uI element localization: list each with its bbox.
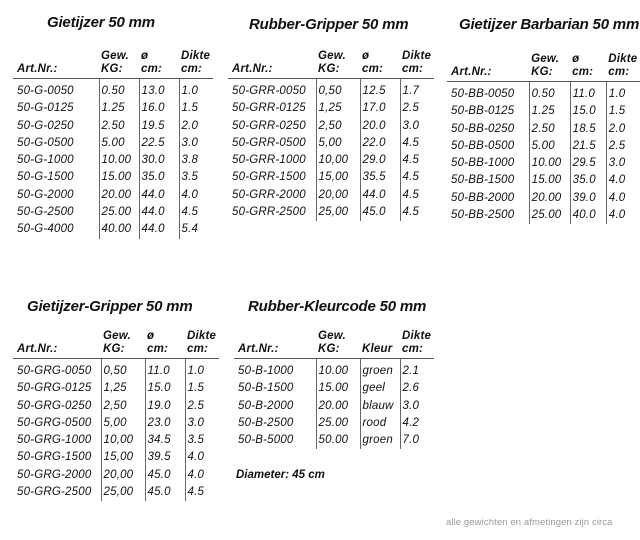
table-cell: 3.0	[185, 415, 219, 432]
table-cell: 10,00	[316, 152, 360, 169]
table-cell: 1.7	[400, 79, 434, 101]
header-row	[228, 50, 434, 79]
column-header: Gew. KG:	[101, 330, 145, 359]
table-row	[13, 359, 219, 381]
article-number: 50-BB-0125	[451, 105, 515, 118]
table-cell: 0.50	[99, 79, 139, 101]
table-cell: 5.00	[529, 138, 570, 155]
table-cell: 11.0	[145, 359, 185, 381]
table-row	[13, 484, 219, 501]
table-cell: 20.00	[99, 187, 139, 204]
table-cell: 20,00	[101, 467, 145, 484]
table-cell: 1.25	[529, 103, 570, 120]
article-number: 50-GRR-2000	[232, 188, 306, 201]
spec-table-gietijzer	[13, 50, 213, 239]
table-row	[13, 187, 213, 204]
article-number: 50-G-1000	[17, 154, 74, 167]
article-number: 50-GRG-0050	[17, 365, 92, 377]
column-header: Gew. KG:	[529, 53, 570, 82]
table-cell: 2.50	[529, 121, 570, 138]
table-row	[228, 204, 434, 221]
column-header: ø cm:	[139, 50, 179, 79]
table-row	[13, 415, 219, 432]
table-row	[447, 121, 640, 138]
table-row	[228, 169, 434, 186]
article-number: 50-G-0500	[17, 136, 74, 149]
table-cell: 44.0	[139, 187, 179, 204]
table-cell: 12.5	[360, 79, 400, 101]
table-cell: 5,00	[316, 135, 360, 152]
header-row	[13, 50, 213, 79]
table-cell: 17.0	[360, 100, 400, 117]
table-cell: 44.0	[139, 204, 179, 221]
table-cell: 25,00	[101, 484, 145, 501]
table-cell: 15,00	[101, 449, 145, 466]
header-row	[447, 53, 640, 82]
article-number: 50-B-1500	[238, 382, 294, 395]
table-cell: 1,25	[101, 380, 145, 397]
table-cell: 40.0	[570, 207, 606, 224]
article-number: 50-GRR-0125	[232, 102, 306, 115]
table-cell: 2.5	[400, 100, 434, 117]
spec-table-rubber-gripper	[228, 50, 434, 221]
article-number: 50-G-0050	[17, 85, 74, 97]
table-row	[13, 135, 213, 152]
table-cell: 3.0	[400, 118, 434, 135]
table-cell: 44.0	[139, 221, 179, 238]
table-cell: 29.5	[570, 155, 606, 172]
table-cell: 2.50	[99, 118, 139, 135]
table-cell: 1.5	[179, 100, 213, 117]
table-cell: 35.0	[570, 172, 606, 189]
article-number: 50-GRG-2000	[17, 468, 92, 481]
table-cell: 40.00	[99, 221, 139, 238]
table-cell: 4.5	[400, 169, 434, 186]
table-cell: 4.5	[185, 484, 219, 501]
table-cell: 10.00	[316, 359, 360, 381]
table-cell: 23.0	[145, 415, 185, 432]
table-cell: 4.0	[606, 190, 640, 207]
column-header: Gew. KG:	[316, 50, 360, 79]
article-number: 50-B-2500	[238, 416, 294, 429]
table-cell: 10.00	[99, 152, 139, 169]
table-row	[234, 432, 434, 449]
table-cell: 15.00	[529, 172, 570, 189]
table-cell: 4.0	[185, 467, 219, 484]
table-row	[447, 190, 640, 207]
article-number: 50-BB-2000	[451, 191, 515, 204]
table-title-barbarian: Gietijzer Barbarian 50 mm	[459, 16, 640, 33]
article-number: 50-GRG-0250	[17, 399, 92, 412]
table-cell: 2,50	[101, 398, 145, 415]
table-row	[13, 221, 213, 238]
table-cell: 10,00	[101, 432, 145, 449]
table-cell: 2,50	[316, 118, 360, 135]
table-row	[13, 398, 219, 415]
table-cell: 20.00	[316, 398, 360, 415]
article-number: 50-G-2000	[17, 188, 74, 201]
table-row	[13, 204, 213, 221]
table-cell: 15.00	[316, 380, 360, 397]
disclaimer-note: alle gewichten en afmetingen zijn circa	[446, 517, 613, 528]
column-header: ø cm:	[360, 50, 400, 79]
table-cell: 35.0	[139, 169, 179, 186]
table-cell: 4.5	[400, 152, 434, 169]
article-number: 50-GRG-0500	[17, 416, 92, 429]
table-cell: 15.0	[570, 103, 606, 120]
column-header: ø cm:	[145, 330, 185, 359]
column-header: Art.Nr.:	[228, 50, 316, 79]
spec-table-rubber-kleurcode	[234, 330, 434, 449]
table-row	[13, 467, 219, 484]
table-cell: 3.5	[179, 169, 213, 186]
table-cell: 25.00	[529, 207, 570, 224]
table-row	[228, 118, 434, 135]
table-row	[228, 135, 434, 152]
article-number: 50-G-2500	[17, 206, 74, 219]
table-cell: 39.0	[570, 190, 606, 207]
table-title-gietijzer-gripper: Gietijzer-Gripper 50 mm	[27, 298, 193, 315]
column-header: Dikte cm:	[179, 50, 213, 79]
article-number: 50-GRR-0050	[232, 85, 306, 97]
article-number: 50-BB-0250	[451, 122, 515, 135]
table-row	[13, 118, 213, 135]
table-row	[234, 359, 434, 381]
column-header: Gew. KG:	[99, 50, 139, 79]
table-cell: 2.6	[400, 380, 434, 397]
table-row	[13, 100, 213, 117]
article-number: 50-BB-0500	[451, 139, 515, 152]
table-cell: 35.5	[360, 169, 400, 186]
column-header: Dikte cm:	[400, 50, 434, 79]
table-row	[13, 79, 213, 101]
table-cell: 45.0	[145, 467, 185, 484]
table-cell: 4.5	[179, 204, 213, 221]
table-row	[447, 172, 640, 189]
table-cell: 1.0	[179, 79, 213, 101]
table-cell: 4.0	[606, 172, 640, 189]
table-cell: 45.0	[360, 204, 400, 221]
table-row	[447, 207, 640, 224]
table-cell: 16.0	[139, 100, 179, 117]
table-cell: 13.0	[139, 79, 179, 101]
table-cell: 0,50	[316, 79, 360, 101]
table-cell: 19.0	[145, 398, 185, 415]
article-number: 50-BB-1500	[451, 174, 515, 187]
table-row	[13, 152, 213, 169]
table-row	[228, 79, 434, 101]
table-row	[13, 449, 219, 466]
article-number: 50-GRG-2500	[17, 486, 92, 499]
table-cell: 50.00	[316, 432, 360, 449]
table-cell: 1.5	[185, 380, 219, 397]
table-row	[447, 138, 640, 155]
article-number: 50-G-1500	[17, 171, 74, 184]
table-cell: 4.5	[400, 204, 434, 221]
article-number: 50-B-5000	[238, 434, 294, 447]
article-number: 50-GRG-1000	[17, 434, 92, 447]
article-number: 50-G-0250	[17, 119, 74, 132]
column-header: Gew. KG:	[316, 330, 360, 359]
table-cell: 10.00	[529, 155, 570, 172]
column-header: Dikte cm:	[185, 330, 219, 359]
spec-table-gietijzer-gripper	[13, 330, 219, 501]
table-cell: 2.0	[179, 118, 213, 135]
table-cell: 18.5	[570, 121, 606, 138]
table-title-gietijzer: Gietijzer 50 mm	[47, 14, 155, 31]
article-number: 50-GRG-0125	[17, 382, 92, 395]
table-row	[447, 103, 640, 120]
table-cell: rood	[360, 415, 400, 432]
table-cell: 2.1	[400, 359, 434, 381]
table-cell: 5.4	[179, 221, 213, 238]
article-number: 50-GRG-1500	[17, 451, 92, 464]
table-cell: 2.5	[606, 138, 640, 155]
table-row	[234, 380, 434, 397]
header-row	[13, 330, 219, 359]
article-number: 50-GRR-0500	[232, 136, 306, 149]
table-row	[13, 169, 213, 186]
table-cell: 29.0	[360, 152, 400, 169]
table-cell: 1.0	[606, 82, 640, 104]
column-header: Art.Nr.:	[447, 53, 529, 82]
table-cell: 1.25	[99, 100, 139, 117]
header-row	[234, 330, 434, 359]
table-cell: 4.5	[400, 135, 434, 152]
table-cell: 11.0	[570, 82, 606, 104]
table-cell: 3.5	[185, 432, 219, 449]
table-cell: 22.5	[139, 135, 179, 152]
table-cell: 5.00	[99, 135, 139, 152]
table-row	[447, 155, 640, 172]
column-header: Dikte cm:	[606, 53, 640, 82]
column-header: Art.Nr.:	[13, 330, 101, 359]
table-row	[228, 152, 434, 169]
table-cell: groen	[360, 432, 400, 449]
article-number: 50-BB-0050	[451, 88, 515, 100]
table-cell: 4.0	[185, 449, 219, 466]
table-cell: 3.8	[179, 152, 213, 169]
table-cell: 45.0	[145, 484, 185, 501]
table-cell: 25.00	[316, 415, 360, 432]
table-cell: 2.0	[606, 121, 640, 138]
table-cell: 4.2	[400, 415, 434, 432]
table-cell: geel	[360, 380, 400, 397]
table-cell: 2.5	[185, 398, 219, 415]
table-row	[13, 380, 219, 397]
table-cell: 22.0	[360, 135, 400, 152]
table-cell: 30.0	[139, 152, 179, 169]
column-header: ø cm:	[570, 53, 606, 82]
table-cell: 3.0	[400, 398, 434, 415]
table-cell: 20,00	[316, 187, 360, 204]
article-number: 50-B-1000	[238, 365, 294, 377]
table-cell: 4.5	[400, 187, 434, 204]
table-cell: 20.00	[529, 190, 570, 207]
column-header: Kleur	[360, 330, 400, 359]
table-cell: blauw	[360, 398, 400, 415]
table-cell: 4.0	[179, 187, 213, 204]
article-number: 50-GRR-1000	[232, 154, 306, 167]
spec-table-barbarian	[447, 53, 640, 224]
article-number: 50-G-4000	[17, 223, 74, 236]
table-row	[13, 432, 219, 449]
table-cell: 1.0	[185, 359, 219, 381]
table-cell: 15.0	[145, 380, 185, 397]
table-cell: 5,00	[101, 415, 145, 432]
table-row	[447, 82, 640, 104]
table-row	[234, 398, 434, 415]
table-cell: 39.5	[145, 449, 185, 466]
table-cell: 44.0	[360, 187, 400, 204]
article-number: 50-GRR-0250	[232, 119, 306, 132]
table-cell: 34.5	[145, 432, 185, 449]
table-cell: 25,00	[316, 204, 360, 221]
table-cell: 1.5	[606, 103, 640, 120]
article-number: 50-G-0125	[17, 102, 74, 115]
table-cell: 4.0	[606, 207, 640, 224]
article-number: 50-B-2000	[238, 399, 294, 412]
article-number: 50-GRR-1500	[232, 171, 306, 184]
table-cell: 15,00	[316, 169, 360, 186]
table-cell: 0.50	[529, 82, 570, 104]
table-cell: 21.5	[570, 138, 606, 155]
table-cell: groen	[360, 359, 400, 381]
table-cell: 19.5	[139, 118, 179, 135]
table-cell: 25.00	[99, 204, 139, 221]
table-cell: 7.0	[400, 432, 434, 449]
table-cell: 15.00	[99, 169, 139, 186]
column-header: Dikte cm:	[400, 330, 434, 359]
column-header: Art.Nr.:	[13, 50, 99, 79]
table-row	[234, 415, 434, 432]
table-row	[228, 100, 434, 117]
table-cell: 0,50	[101, 359, 145, 381]
table-cell: 1,25	[316, 100, 360, 117]
table-title-rubber-gripper: Rubber-Gripper 50 mm	[249, 16, 409, 33]
article-number: 50-GRR-2500	[232, 206, 306, 219]
table-row	[228, 187, 434, 204]
table-cell: 3.0	[606, 155, 640, 172]
table-cell: 20.0	[360, 118, 400, 135]
column-header: Art.Nr.:	[234, 330, 316, 359]
table-title-rubber-kleurcode: Rubber-Kleurcode 50 mm	[248, 298, 427, 315]
article-number: 50-BB-1000	[451, 157, 515, 170]
diameter-note: Diameter: 45 cm	[236, 469, 325, 481]
article-number: 50-BB-2500	[451, 209, 515, 222]
table-cell: 3.0	[179, 135, 213, 152]
